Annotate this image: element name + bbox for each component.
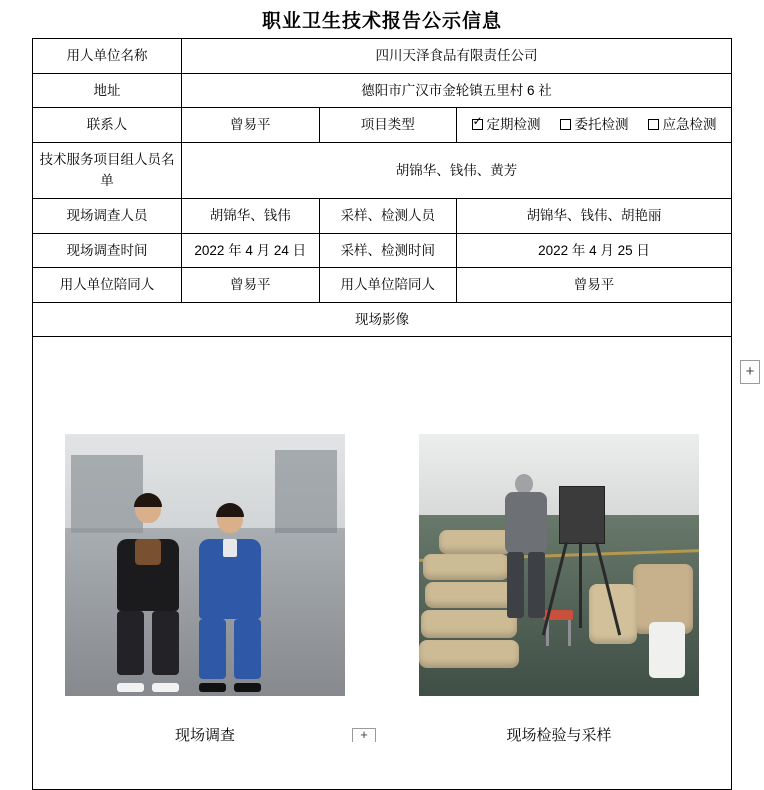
survey-staff-label: 现场调查人员 (33, 198, 182, 233)
table-row (33, 108, 732, 143)
employer-name-value: 四川天泽食品有限责任公司 (182, 39, 732, 74)
option-periodic[interactable] (472, 114, 541, 136)
survey-date-label: 现场调查时间 (33, 233, 182, 268)
sampling-date-label: 采样、检测时间 (319, 233, 457, 268)
team-list-label: 技术服务项目组人员名单 (33, 142, 182, 198)
contact-label: 联系人 (33, 108, 182, 143)
photo-caption-survey: 现场调查 (174, 726, 235, 744)
survey-date-value: 2022 年 4 月 24 日 (182, 233, 320, 268)
page-title: 职业卫生技术报告公示信息 (261, 10, 502, 32)
zoom-in-right-button[interactable]: + (740, 360, 760, 384)
option-entrusted[interactable] (560, 114, 629, 136)
survey-staff-value: 胡锦华、钱伟 (182, 198, 320, 233)
escort-label-2: 用人单位陪同人 (319, 268, 457, 303)
employer-name-label: 用人单位名称 (33, 39, 182, 74)
photo-block-survey (65, 434, 345, 748)
table-row (33, 198, 732, 233)
option-entrusted-label: 委托检测 (574, 117, 629, 133)
table-row (33, 73, 732, 108)
escort-value-1: 曾易平 (182, 268, 320, 303)
project-type-options (457, 108, 732, 143)
zoom-in-bottom-button[interactable]: + (352, 728, 376, 742)
project-type-label: 项目类型 (319, 108, 457, 143)
checkbox-icon[interactable] (560, 119, 571, 130)
escort-label-1: 用人单位陪同人 (33, 268, 182, 303)
team-list-value: 胡锦华、钱伟、黄芳 (182, 142, 732, 198)
photo-caption-sampling: 现场检验与采样 (506, 726, 612, 744)
table-row-images (33, 337, 732, 790)
sampling-date-value: 2022 年 4 月 25 日 (457, 233, 732, 268)
address-value: 德阳市广汉市金轮镇五里村 6 社 (182, 73, 732, 108)
table-row (33, 233, 732, 268)
option-emergency-label: 应急检测 (662, 117, 717, 133)
site-images-header: 现场影像 (33, 302, 732, 337)
photo-block-sampling (419, 434, 699, 748)
option-periodic-label: 定期检测 (486, 117, 541, 133)
public-notice-table (32, 38, 732, 790)
table-row (33, 302, 732, 337)
escort-value-2: 曾易平 (457, 268, 732, 303)
option-emergency[interactable] (648, 114, 717, 136)
site-images-cell (33, 337, 732, 790)
table-row (33, 142, 732, 198)
checkbox-icon[interactable] (648, 119, 659, 130)
sampling-staff-value: 胡锦华、钱伟、胡艳丽 (457, 198, 732, 233)
photo-site-sampling (419, 434, 699, 696)
address-label: 地址 (33, 73, 182, 108)
photo-site-survey (65, 434, 345, 696)
sampling-staff-label: 采样、检测人员 (319, 198, 457, 233)
table-row (33, 39, 732, 74)
contact-value: 曾易平 (182, 108, 320, 143)
checkbox-checked-icon[interactable] (472, 119, 483, 130)
table-row (33, 268, 732, 303)
